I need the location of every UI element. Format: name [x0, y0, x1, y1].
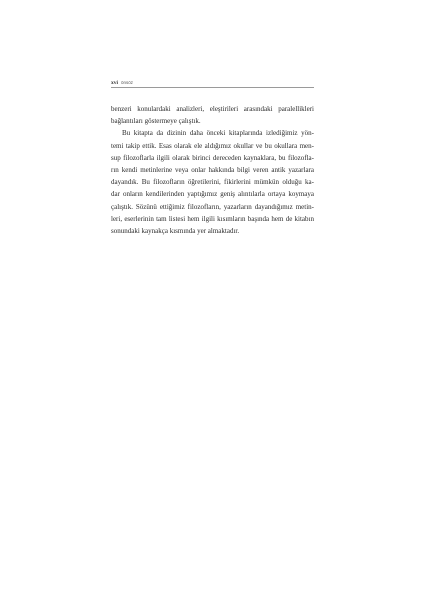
text-line: leri, eserlerinin tam listesi hem ilgili kısımların başında hem de kitabın	[111, 214, 314, 223]
text-line: Bu kitapta da dizinin daha önceki kitaplarında izlediğimiz yön-	[122, 129, 314, 138]
paragraph-1	[111, 103, 314, 127]
text-line: dayandık. Bu filozofların öğretilerini, fikirlerini mümkün olduğu ka-	[111, 178, 314, 187]
text-line: sup filozoflarla ilgili olarak birinci dereceden kaynaklara, bu filozofla-	[111, 153, 314, 162]
paragraph-2	[111, 127, 314, 237]
text-line: dar onların kendilerinden yaptığımız geniş alıntılarla ortaya koymaya	[111, 190, 314, 199]
page-number: xvi	[111, 80, 119, 86]
running-head	[111, 74, 314, 88]
text-line: rın kendi metinlerine veya onlar hakkında bilgi veren antik yazarlara	[111, 165, 314, 174]
text-line: sonundaki kaynakça kısmında yer almaktadır.	[111, 226, 240, 235]
text-line: benzeri konulardaki analizleri, eleştirileri arasındaki paralellikleri	[111, 105, 314, 113]
running-title: önsöz	[121, 80, 134, 85]
body-text	[111, 103, 314, 237]
text-line: bağlantıları göstermeye çalıştık.	[111, 117, 201, 126]
text-line: çalıştık. Sözünü ettiğimiz filozofların, yazarların dayandığımız metin-	[111, 202, 314, 211]
text-line: temi takip ettik. Esas olarak ele aldığımız okullar ve bu okullara men-	[111, 141, 314, 150]
